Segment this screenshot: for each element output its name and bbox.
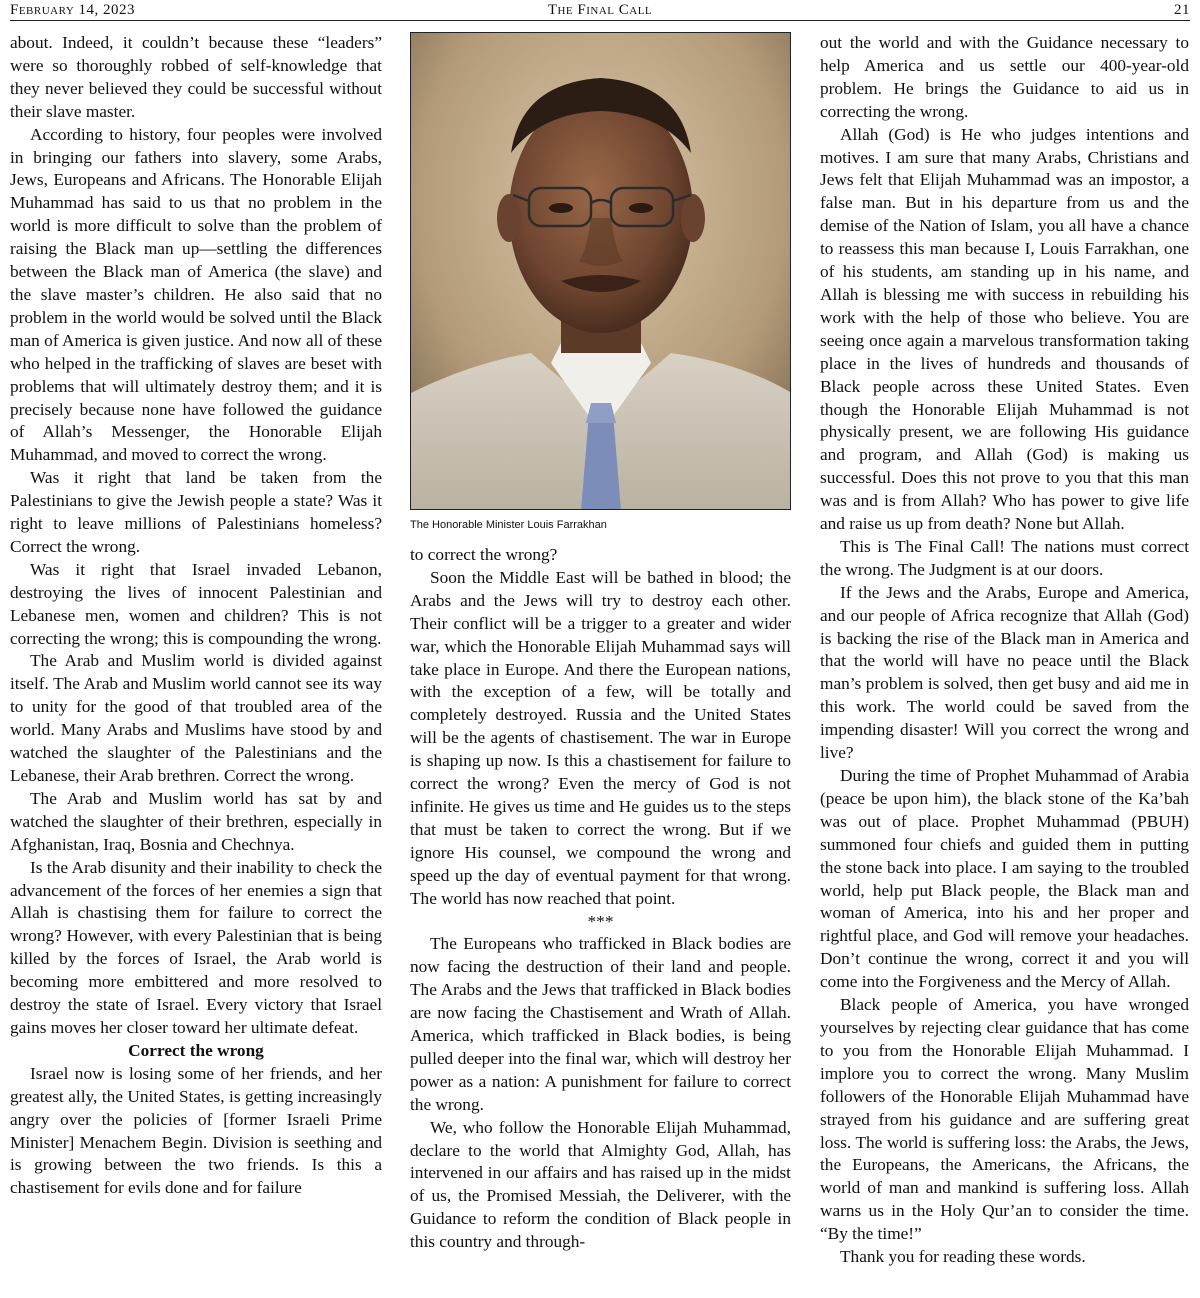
publication-name: The Final Call [547, 2, 653, 18]
paragraph: This is The Final Call! The nations must correct the wrong. The Judgment is at our doors. [820, 536, 1189, 579]
paragraph: Black people of America, you have wronged yourselves by rejecting clear guidance that has come to you from the Honorable Elijah Muhammad. I implore you to correct the wrong. Many Muslim followers of the Honorable Elijah Muhammad have strayed from his guidance and are suffering great loss. The world is suffering loss: the Arabs, the Jews, the Europeans, the Americans, the Africans, the world of man and mankind is suffering loss. Allah warns us in the Holy Qur’an to consider the time. “By the time!” [820, 995, 1189, 1244]
column-3 [820, 32, 1189, 1269]
paragraph: According to history, four peoples were involved in bringing our fathers into slavery, some Arabs, Jews, Europeans and Africans. The Honorable Elijah Muhammad has said to us that no problem in the world is more difficult to solve than the problem of raising the Black man up—settling the differences between the Black man of America (the slave) and the slave master’s children. He also said that no problem in the world would be solved until the Black man of America is given justice. And now all of these who helped in the trafficking of slaves are beset with problems that will ultimately destroy them; and it is precisely because none have followed the guidance of Allah’s Messenger, the Honorable Elijah Muhammad, and moved to correct the wrong. [10, 124, 382, 465]
portrait-photo [410, 32, 791, 510]
paragraph: The Arab and Muslim world has sat by and watched the slaughter of their brethren, especially in Afghanistan, Iraq, Bosnia and Chechnya. [10, 788, 382, 854]
paragraph: about. Indeed, it couldn’t because these “leaders” were so thoroughly robbed of self-knowledge that they never believed they could be successful without their slave master. [10, 33, 382, 121]
paragraph: Was it right that land be taken from the Palestinians to give the Jewish people a state? Was it right to leave millions of Palestinians homeless? Correct the wrong. [10, 468, 382, 556]
paragraph: The Europeans who trafficked in Black bodies are now facing the destruction of their land and people. The Arabs and the Jews that trafficked in Black bodies are now facing the Chastisement and Wrath of Allah. America, which trafficked in Black bodies, is being pulled deeper into the final war, which will destroy her power as a nation: A punishment for failure to correct the wrong. [410, 934, 791, 1114]
column-2 [410, 32, 791, 1254]
paragraph: During the time of Prophet Muhammad of Arabia (peace be upon him), the black stone of the Ka’bah was out of place. Prophet Muhammad (PBUH) summoned four chiefs and guided them in putting the stone back into place. I am saying to the troubled world, help put Black people, the Black man and woman of America, into his and her proper and rightful place, and God will remove your headaches. Don’t continue the wrong, correct it and you will come into the Forgiveness and the Mercy of Allah. [820, 766, 1189, 992]
page-header [10, 0, 1190, 21]
paragraph: to correct the wrong? [410, 545, 558, 564]
paragraph: If the Jews and the Arabs, Europe and America, and our people of Africa recognize that Allah (God) is backing the rise of the Black man in America and that the world will have no peace until the Black man’s problem is solved, then get busy and aid me in this work. The world could be saved from the impending disaster! Will you correct the wrong and live? [820, 582, 1189, 763]
photo-caption: The Honorable Minister Louis Farrakhan [410, 519, 607, 531]
issue-date: February 14, 2023 [10, 2, 136, 18]
paragraph: Was it right that Israel invaded Lebanon, destroying the lives of innocent Palestinian and Lebanese men, women and children? This is not correcting the wrong; this is compounding the wrong. [10, 559, 382, 648]
paragraph: out the world and with the Guidance necessary to help America and us settle our 400-year-old problem. He brings the Guidance to aid us in correcting the wrong. [820, 33, 1189, 121]
portrait-image [411, 33, 791, 510]
section-divider: *** [587, 911, 614, 931]
paragraph: Israel now is losing some of her friends, and her greatest ally, the United States, is getting increasingly angry over the policies of [former Israeli Prime Minister] Menachem Begin. Division is seething and is growing between the two friends. Is this a chastisement for evils done and for failure [10, 1063, 382, 1198]
column-1 [10, 32, 382, 1200]
paragraph: Thank you for reading these words. [840, 1247, 1086, 1267]
paragraph: Is the Arab disunity and their inability to check the advancement of the forces of her enemies a sign that Allah is chastising them for failure to correct the wrong? However, with every Palestinian that is being killed by the forces of Israel, the Arab world is becoming more embittered and more resolved to destroy the state of Israel. Every victory that Israel gains moves her closer toward her ultimate defeat. [10, 857, 382, 1037]
paragraph: Allah (God) is He who judges intentions and motives. I am sure that many Arabs, Christians and Jews felt that Elijah Muhammad was an impostor, a false man. But in his departure from us and the demise of the Nation of Islam, you all have a chance to reassess this man because I, Louis Farrakhan, one of his students, am standing up in his name, and Allah is blessing me with success in rebuilding his work with the help of those who believe. You are seeing once again a marvelous transformation taking place in the lives of hundreds and thousands of Black people across these United States. Even though the Honorable Elijah Muhammad is not physically present, we are following His guidance and program, and Allah (God) is making us successful. Does this not prove to you that this man was and is from Allah? Who has power to give life and raise us up from death? None but Allah. [820, 124, 1189, 534]
page-number: 21 [1174, 2, 1190, 18]
paragraph: We, who follow the Honorable Elijah Muhammad, declare to the world that Almighty God, Allah, has intervened in our affairs and has raised up in the midst of us, the Promised Messiah, the Deliverer, with the Guidance to reform the condition of Black people in this country and through- [410, 1117, 791, 1252]
section-heading: Correct the wrong [128, 1040, 264, 1060]
paragraph: The Arab and Muslim world is divided against itself. The Arab and Muslim world cannot see its way to unity for the good of that troubled area of the world. Many Arabs and Muslims have stood by and watched the slaughter of the Palestinians and the Lebanese, their Arab brethren. Correct the wrong. [10, 651, 382, 785]
paragraph: Soon the Middle East will be bathed in blood; the Arabs and the Jews will try to destroy each other. Their conflict will be a trigger to a greater and wider war, which the Honorable Elijah Muhammad says will take place in Europe. And there the European nations, with the exception of a few, will be totally and completely destroyed. Russia and the United States will be the agents of chastisement. The war in Europe is shaping up now. Is this a chastisement for failure to correct the wrong? Even the mercy of God is not infinite. He gives us time and He guides us to the steps that must be taken to correct the wrong. But if we ignore His counsel, we compound the wrong and speed up the day of eventual payment for that wrong. The world has now reached that point. [410, 567, 791, 908]
